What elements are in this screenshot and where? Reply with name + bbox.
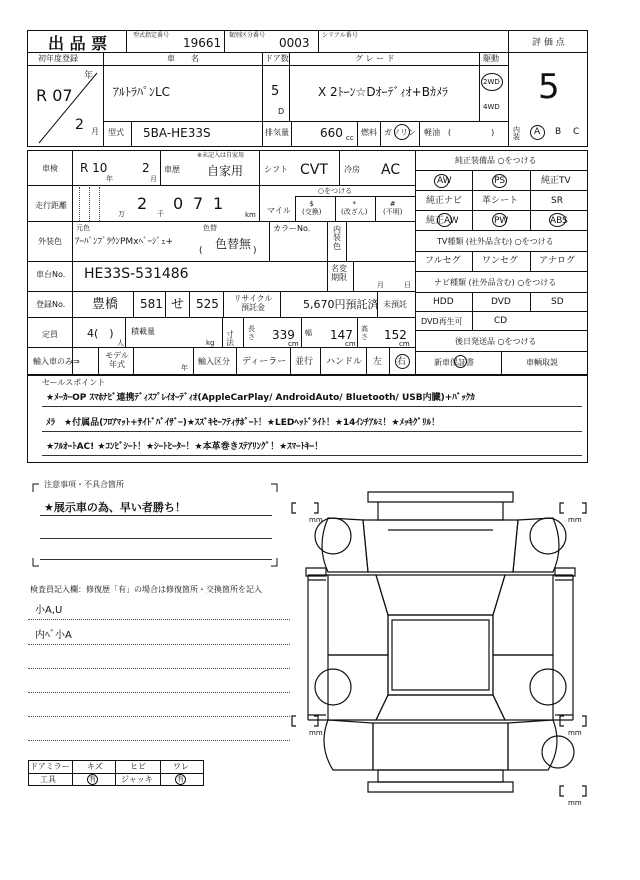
notes-label: 注意事項・不具合箇所 xyxy=(44,480,124,489)
height-label: 高さ xyxy=(361,325,368,341)
history-note: ※未記入は自家用 xyxy=(197,152,245,159)
equip-abs-circle xyxy=(549,213,566,227)
equip-tv: 純正TV xyxy=(541,176,571,186)
navi-hdd: HDD xyxy=(433,297,454,307)
interior-b: B xyxy=(555,127,562,137)
sales-line-1: ★ﾒｰｶｰOP ｽﾏﾎﾅﾋﾞ連携ﾃﾞｨｽﾌﾟﾚｲｵｰﾃﾞｨｵ(AppleCarPlay/ AndroidAuto/ Bluetooth/ USB内臓)+ﾊﾞｯｸｶ xyxy=(46,393,475,403)
handle-left: 左 xyxy=(373,357,383,367)
load-label: 積載量 xyxy=(131,327,155,336)
type-no-label: 型式指定番号 xyxy=(133,32,170,39)
fuel-circle xyxy=(394,124,410,140)
inspection-label: 車検 xyxy=(42,164,58,173)
import-parallel: 並行 xyxy=(295,357,314,367)
later-warranty: 新車保証書 xyxy=(434,358,474,367)
import-label: 輸入車のみ⇒ xyxy=(33,357,80,366)
kg-unit: kg xyxy=(206,339,215,347)
equip-sr: SR xyxy=(551,196,563,206)
door-label: ドア数 xyxy=(265,54,289,63)
color-change-label: 色替 xyxy=(203,224,217,232)
import-dealer: ディーラー xyxy=(242,357,287,367)
form-title: 出 品 票 xyxy=(48,34,108,53)
interior-a: A xyxy=(534,127,541,137)
height-value: 152 xyxy=(384,328,407,342)
equip-pw-circle xyxy=(492,213,507,227)
mileage-digit-4: 1 xyxy=(213,194,224,213)
equip-ps-circle xyxy=(492,174,507,188)
mm-front-left: mm xyxy=(309,516,323,524)
history-value: 自家用 xyxy=(207,164,244,178)
sales-label: セールスポイント xyxy=(42,378,106,387)
color-paren-close: ) xyxy=(253,246,257,256)
length-value: 339 xyxy=(272,328,295,342)
navi-title: ナビ種類 (社外品含む) ○をつける xyxy=(434,278,557,287)
interior-c: C xyxy=(573,127,580,137)
notes-bracket xyxy=(27,480,283,570)
inspector-note-1: 小A,U xyxy=(35,605,63,616)
recycle-label: リサイクル預託金 xyxy=(233,294,273,313)
inspection-month-unit: 月 xyxy=(150,175,157,183)
dims-label: 寸法 xyxy=(226,330,234,348)
color-no-label: カラーNo. xyxy=(273,224,311,233)
year-unit: 年 xyxy=(84,71,94,81)
legend-jack-yes: 有 xyxy=(177,775,184,783)
plate-label: 登録No. xyxy=(36,300,66,309)
history-label: 車歴 xyxy=(164,165,180,174)
shift-label: シフト xyxy=(264,165,288,174)
fuel-other: ( ) xyxy=(448,128,495,137)
inspection-value: R 10 xyxy=(80,161,108,175)
chassis-label: 車台No. xyxy=(36,270,66,279)
equip-pw: PW xyxy=(494,216,509,226)
equip-aw-circle xyxy=(434,174,449,188)
km-unit: km xyxy=(245,211,256,219)
serial-label: シリアル番号 xyxy=(322,32,358,39)
fuel-label: 燃料 xyxy=(361,128,377,137)
later-warranty-circle xyxy=(454,355,467,368)
mileage-unknown: # (不明) xyxy=(383,200,403,217)
handle-label: ハンドル xyxy=(326,357,363,367)
type-no: 19661 xyxy=(183,36,222,50)
navi-dvd: DVD xyxy=(491,297,511,307)
ac-value: AC xyxy=(381,162,401,178)
len-label: 長さ xyxy=(248,325,255,341)
legend-break: ワレ xyxy=(173,762,189,771)
month-unit: 月 xyxy=(91,127,99,136)
title-exp-label: 名変期限 xyxy=(331,264,347,282)
mm-rear-right: mm xyxy=(568,729,582,737)
inspection-month: 2 xyxy=(142,161,150,175)
tv-title: TV種類 (社外品含む) ○をつける xyxy=(437,237,554,246)
plate-class: 581 xyxy=(140,297,163,311)
score-label: 評 価 点 xyxy=(532,38,565,48)
mileage-digit-1: 2 xyxy=(137,194,148,213)
car-name-label: 車 名 xyxy=(167,54,199,63)
tv-analog: アナログ xyxy=(539,256,576,266)
width-label: 幅 xyxy=(305,329,312,337)
plate-kana: せ xyxy=(171,297,185,312)
equip-navi: 純正ナビ xyxy=(426,196,463,206)
plate-region: 豊橋 xyxy=(92,297,119,312)
tv-oneseg: ワンセグ xyxy=(482,256,519,266)
displacement-label: 排気量 xyxy=(265,128,289,137)
person-unit: 人 xyxy=(117,339,124,347)
capacity-label: 定員 xyxy=(42,330,58,339)
door-d: D xyxy=(278,107,285,116)
notes-line-1: ★展示車の為、早い者勝ち！ xyxy=(44,501,186,514)
tv-fullseg: フルセグ xyxy=(425,256,461,266)
interior-label: 内装 xyxy=(513,126,520,141)
mileage-exchange: $ (交換) xyxy=(302,200,322,217)
color-change: 色替無 xyxy=(215,237,252,251)
inspector-label: 検査員記入欄：修復歴「有」の場合は修復箇所・交換箇所を記入 xyxy=(30,585,262,594)
first-reg-month: 2 xyxy=(75,117,84,133)
mm-front-right: mm xyxy=(568,516,582,524)
height-cm: cm xyxy=(399,340,410,348)
plate-number: 525 xyxy=(196,297,219,311)
car-diagram xyxy=(288,480,593,810)
recycle-value: 5,670円預託済 xyxy=(303,298,379,311)
class-no-label: 類別区分番号 xyxy=(229,32,266,39)
mm-spare: mm xyxy=(568,799,582,807)
title-exp-day: 日 xyxy=(404,281,411,289)
legend-tools: 工具 xyxy=(40,775,56,784)
model-year-unit: 年 xyxy=(181,364,188,372)
score-value: 5 xyxy=(538,67,560,107)
fuel-gasoline: ガソリン xyxy=(384,128,416,137)
inspection-year-unit: 年 xyxy=(106,175,113,183)
circle-note: ○をつける xyxy=(318,187,353,195)
legend-tools-yes: 有 xyxy=(89,775,96,783)
displacement-value: 660 xyxy=(320,126,343,140)
interior-color-label: 内装色 xyxy=(333,225,341,251)
legend-crack: ヒビ xyxy=(130,762,146,771)
mileage-sen: 千 xyxy=(157,210,164,218)
width-value: 147 xyxy=(330,328,353,342)
model-year-label: モデル年式 xyxy=(105,351,129,369)
color-paren-open: ( xyxy=(199,246,203,256)
later-title: 後日発送品 ○をつける xyxy=(455,337,537,346)
grade-value: X 2ﾄｰﾝ☆Dｵｰﾃﾞｨｵ+Bｶﾒﾗ xyxy=(318,85,448,99)
chassis-number: HE33S-531486 xyxy=(84,266,189,282)
model-value: 5BA-HE33S xyxy=(143,126,211,140)
mile-label: マイル xyxy=(267,206,291,215)
drive-4wd: 4WD xyxy=(483,103,500,111)
mileage-label: 走行距離 xyxy=(35,201,67,210)
recycle-status: 未預託 xyxy=(383,300,407,309)
navi-sd: SD xyxy=(551,297,564,307)
title-exp-month: 月 xyxy=(377,281,384,289)
inspector-note-2: 内ﾍﾞ小A xyxy=(35,630,72,641)
width-cm: cm xyxy=(345,340,356,348)
drive-label: 駆動 xyxy=(483,54,499,63)
equip-ps: PS xyxy=(494,176,506,186)
cc-unit: cc xyxy=(346,134,354,142)
ac-label: 冷房 xyxy=(344,165,360,174)
later-manual: 車輌取説 xyxy=(526,358,558,367)
shift-value: CVT xyxy=(300,162,328,178)
orig-color: ｱｰﾊﾞﾝﾌﾞﾗｳﾝPMxﾍﾞｰｼﾞｭ+ xyxy=(75,237,174,247)
fuel-diesel: 軽油 xyxy=(424,128,440,137)
length-cm: cm xyxy=(288,340,299,348)
sales-line-2: ﾒﾗ ★付属品(ﾌﾛｱﾏｯﾄ+ｻｲﾄﾞﾊﾞｲｻﾞｰ)★ｽｽﾞｷｾｰﾌﾃｨｻﾎﾟｰﾄ！★LEDﾍｯﾄﾞﾗｲﾄ！★14ｲﾝﾁｱﾙﾐ！★ﾒｯｷｸﾞﾘﾙ！ xyxy=(46,418,440,428)
navi-dvd-play: DVD再生可 xyxy=(421,317,463,326)
legend-mirror: ドアミラー xyxy=(30,762,70,771)
equip-alloy-circle xyxy=(437,213,452,227)
handle-right: 右 xyxy=(397,357,407,367)
capacity-value: 4( ) xyxy=(87,327,114,340)
equip-abs: ABS xyxy=(550,216,568,226)
mileage-modified: * (改ざん) xyxy=(341,200,368,217)
mileage-digit-3: 7 xyxy=(193,194,204,213)
mm-rear-left: mm xyxy=(309,729,323,737)
navi-cd: CD xyxy=(494,316,508,326)
door-count: 5 xyxy=(271,84,280,99)
legend-jack: ジャッキ xyxy=(121,775,153,784)
equip-alloy: 純正AW xyxy=(426,216,459,226)
class-no: 0003 xyxy=(279,36,310,50)
grade-label: グ レ ー ド xyxy=(355,54,395,63)
equipment-title: 純正装備品 ○をつける xyxy=(455,156,537,165)
mileage-digit-2: 0 xyxy=(173,194,184,213)
legend-scratch: キズ xyxy=(87,762,103,771)
equip-aw: AW xyxy=(437,176,452,186)
first-reg-year: R 07 xyxy=(36,86,73,105)
first-reg-label: 初年度登録 xyxy=(38,54,78,63)
car-name: ｱﾙﾄﾗﾊﾟﾝLC xyxy=(113,85,171,99)
color-label: 外装色 xyxy=(38,237,62,246)
equip-leather: 革シート xyxy=(482,196,519,206)
import-type-label: 輸入区分 xyxy=(198,357,230,366)
sales-line-3: ★ﾌﾙｵｰﾄAC! ★ｺﾝﾋﾞｼｰﾄ！★ｼｰﾄﾋｰﾀｰ！★本革巻きｽﾃｱﾘﾝｸﾞ！★ｽﾏｰﾄｷｰ！ xyxy=(46,442,324,452)
orig-color-label: 元色 xyxy=(76,224,90,232)
mileage-man: 万 xyxy=(118,210,125,218)
model-label: 型式 xyxy=(108,128,124,137)
drive-2wd: 2WD xyxy=(483,78,500,86)
